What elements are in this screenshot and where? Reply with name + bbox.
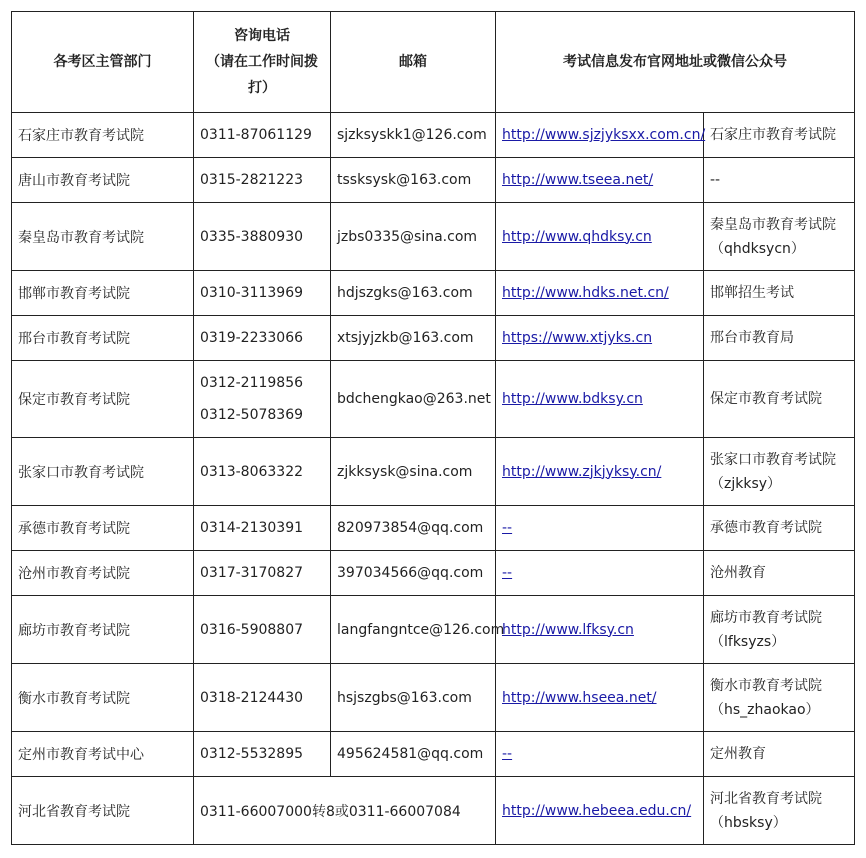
url-link[interactable]: http://www.lfksy.cn: [502, 621, 634, 638]
url-link[interactable]: https://www.xtjyks.cn: [502, 330, 653, 346]
wechat-name: 石家庄市教育考试院: [710, 127, 836, 143]
dept-cell: 定州市教育考试中心: [12, 732, 194, 777]
url-link[interactable]: http://www.qhdksy.cn: [502, 228, 652, 245]
table-row: [12, 551, 855, 596]
header-phone-line2: （请在工作时间拨: [206, 54, 318, 70]
wechat-name: 保定市教育考试院: [710, 391, 822, 407]
table-row: [12, 316, 855, 361]
email-cell: hsjszgbs@163.com: [331, 664, 496, 732]
dept-cell: 衡水市教育考试院: [12, 664, 194, 732]
wechat-cell: [704, 316, 855, 361]
wechat-id: （lfksyzs）: [710, 633, 786, 650]
phone-email-cell: 0311-66007000转8或0311-66007084: [194, 777, 496, 845]
dept-cell: 承德市教育考试院: [12, 506, 194, 551]
phone-cell: 0318-2124430: [194, 664, 331, 732]
wechat-id: （hbsksy）: [710, 814, 787, 831]
wechat-id: （hs_zhaokao）: [710, 701, 820, 718]
url-cell: [496, 506, 704, 551]
email-cell: tssksysk@163.com: [331, 158, 496, 203]
table-row: [12, 113, 855, 158]
url-link[interactable]: --: [502, 746, 513, 762]
wechat-cell: [704, 551, 855, 596]
dept-cell: 唐山市教育考试院: [12, 158, 194, 203]
wechat-cell: [704, 596, 855, 664]
header-phone-line1: 咨询电话: [234, 28, 290, 44]
wechat-name: --: [710, 172, 721, 188]
phone-cell: 0319-2233066: [194, 316, 331, 361]
wechat-cell: [704, 506, 855, 551]
url-cell: [496, 316, 704, 361]
wechat-cell: [704, 777, 855, 845]
url-link[interactable]: http://www.bdksy.cn: [502, 391, 643, 407]
wechat-name: 定州教育: [710, 746, 766, 762]
email-cell: 820973854@qq.com: [331, 506, 496, 551]
phone-cell: 0314-2130391: [194, 506, 331, 551]
table-row: [12, 271, 855, 316]
url-cell: [496, 113, 704, 158]
email-cell: zjkksysk@sina.com: [331, 438, 496, 506]
url-link[interactable]: http://www.zjkjyksy.cn/: [502, 463, 662, 480]
email-cell: xtsjyjzkb@163.com: [331, 316, 496, 361]
url-link[interactable]: http://www.sjzjyksxx.com.cn/: [502, 127, 706, 143]
wechat-cell: [704, 113, 855, 158]
wechat-name: 张家口市教育考试院: [710, 451, 836, 468]
email-cell: hdjszgks@163.com: [331, 271, 496, 316]
header-phone: [194, 12, 331, 113]
url-cell: [496, 203, 704, 271]
wechat-id: （qhdksycn）: [710, 240, 805, 257]
dept-cell: 邢台市教育考试院: [12, 316, 194, 361]
phone-cell: 0315-2821223: [194, 158, 331, 203]
table-row: [12, 664, 855, 732]
email-cell: bdchengkao@263.net: [331, 361, 496, 438]
phone-cell: 0313-8063322: [194, 438, 331, 506]
table-row: [12, 203, 855, 271]
email-cell: 495624581@qq.com: [331, 732, 496, 777]
contact-table: [11, 11, 855, 845]
wechat-cell: [704, 664, 855, 732]
wechat-name: 衡水市教育考试院: [710, 677, 822, 694]
dept-cell: 石家庄市教育考试院: [12, 113, 194, 158]
wechat-name: 承德市教育考试院: [710, 520, 822, 536]
wechat-name: 秦皇岛市教育考试院: [710, 216, 836, 233]
dept-cell: 邯郸市教育考试院: [12, 271, 194, 316]
header-site: 考试信息发布官网地址或微信公众号: [496, 12, 855, 113]
phone-number: 0312-2119856: [200, 375, 304, 391]
dept-cell: 沧州市教育考试院: [12, 551, 194, 596]
url-link[interactable]: http://www.hdks.net.cn/: [502, 285, 669, 301]
wechat-name: 河北省教育考试院: [710, 790, 822, 807]
url-cell: [496, 271, 704, 316]
table-row: [12, 438, 855, 506]
header-row: [12, 12, 855, 113]
dept-cell: 廊坊市教育考试院: [12, 596, 194, 664]
url-link[interactable]: --: [502, 520, 513, 536]
url-cell: [496, 732, 704, 777]
phone-cell: 0335-3880930: [194, 203, 331, 271]
url-link[interactable]: http://www.tseea.net/: [502, 172, 654, 188]
dept-cell: 张家口市教育考试院: [12, 438, 194, 506]
wechat-name: 邯郸招生考试: [710, 285, 794, 301]
url-link[interactable]: http://www.hebeea.edu.cn/: [502, 802, 692, 819]
email-cell: jzbs0335@sina.com: [331, 203, 496, 271]
email-cell: 397034566@qq.com: [331, 551, 496, 596]
phone-cell: 0316-5908807: [194, 596, 331, 664]
wechat-cell: [704, 271, 855, 316]
phone-number-2: 0312-5078369: [200, 407, 304, 423]
table-row: [12, 158, 855, 203]
header-dept: 各考区主管部门: [12, 12, 194, 113]
url-cell: [496, 596, 704, 664]
url-link[interactable]: http://www.hseea.net/: [502, 689, 657, 706]
wechat-cell: [704, 438, 855, 506]
wechat-cell: [704, 158, 855, 203]
email-cell: sjzksyskk1@126.com: [331, 113, 496, 158]
table-row: [12, 732, 855, 777]
dept-cell: 保定市教育考试院: [12, 361, 194, 438]
header-email: 邮箱: [331, 12, 496, 113]
url-cell: [496, 664, 704, 732]
url-cell: [496, 438, 704, 506]
email-cell: langfangntce@126.com: [331, 596, 496, 664]
table-row: [12, 506, 855, 551]
url-link[interactable]: --: [502, 565, 513, 581]
url-cell: [496, 777, 704, 845]
url-cell: [496, 361, 704, 438]
url-cell: [496, 551, 704, 596]
phone-cell: 0317-3170827: [194, 551, 331, 596]
dept-cell: 河北省教育考试院: [12, 777, 194, 845]
phone-cell: [194, 361, 331, 438]
table-row: [12, 361, 855, 438]
wechat-id: （zjkksy）: [710, 475, 782, 492]
wechat-name: 廊坊市教育考试院: [710, 609, 822, 626]
phone-cell: 0310-3113969: [194, 271, 331, 316]
dept-cell: 秦皇岛市教育考试院: [12, 203, 194, 271]
phone-cell: 0311-87061129: [194, 113, 331, 158]
header-phone-line3: 打）: [248, 80, 276, 96]
url-cell: [496, 158, 704, 203]
wechat-cell: [704, 361, 855, 438]
wechat-name: 沧州教育: [710, 565, 766, 581]
phone-cell: 0312-5532895: [194, 732, 331, 777]
wechat-name: 邢台市教育局: [710, 330, 794, 346]
table-row: [12, 596, 855, 664]
table-row: [12, 777, 855, 845]
wechat-cell: [704, 732, 855, 777]
wechat-cell: [704, 203, 855, 271]
